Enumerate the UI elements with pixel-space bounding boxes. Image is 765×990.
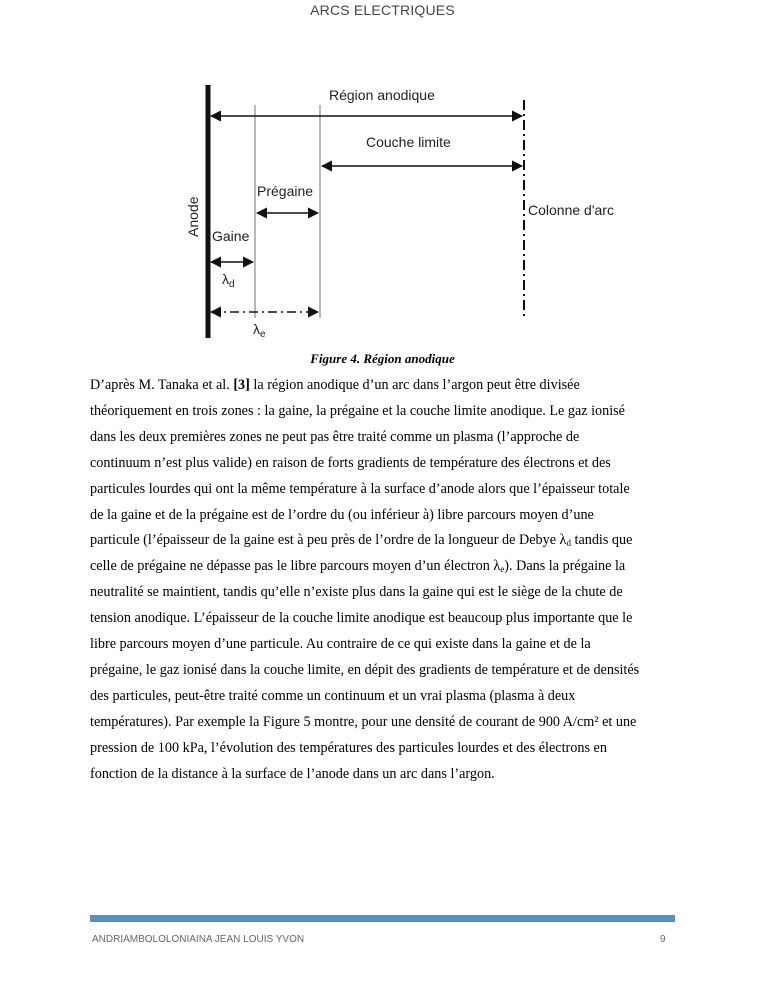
region-anodique-label: Région anodique: [329, 87, 435, 103]
colonne-arc-label: Colonne d'arc: [528, 202, 614, 218]
gaine-label: Gaine: [212, 228, 250, 244]
text-run: celle de prégaine ne dépasse pas le libre parcours moyen d’un électron λ: [90, 558, 501, 575]
text-run: D’après M. Tanaka et al.: [90, 377, 234, 393]
paragraph-line: neutralité se maintient, tandis qu’elle n’existe plus dans la gaine qui est le siège de la chute de: [90, 584, 623, 601]
reference-citation: [3]: [233, 377, 250, 393]
paragraph-line: [90, 373, 675, 399]
lambda-d-label: $\lambda_d$: [222, 271, 235, 290]
pregaine-label: Prégaine: [257, 183, 314, 199]
paragraph-line: de la gaine et de la prégaine est de l’ordre du (ou inférieur à) libre parcours moyen d’une: [90, 506, 594, 523]
couche-limite-label: Couche limite: [366, 134, 451, 150]
text-run: ). Dans la prégaine la: [504, 558, 626, 575]
text-run: la région anodique d’un arc dans l’argon peut être divisée: [249, 377, 580, 393]
anode-label: Anode: [185, 196, 201, 237]
paragraph-line: prégaine, le gaz ionisé dans la couche limite, en dépit des gradients de température et de densités: [90, 661, 640, 678]
page-number: 9: [660, 934, 666, 945]
paragraph-line: tension anodique. L’épaisseur de la couche limite anodique est beaucoup plus importante que le: [90, 610, 633, 627]
paragraph-line: particules lourdes qui ont la même température à la surface d’anode alors que l’épaisseur totale: [90, 480, 630, 497]
subscript: d: [566, 538, 571, 549]
body-paragraph: [90, 373, 675, 788]
paragraph-line: dans les deux premières zones ne peut pas être traité comme un plasma (l’approche de: [90, 428, 580, 445]
footer-author: ANDRIAMBOLOLONIAINA JEAN LOUIS YVON: [92, 934, 305, 945]
paragraph-line: [90, 528, 675, 554]
paragraph-line: théoriquement en trois zones : la gaine, la prégaine et la couche limite anodique. Le gaz ionisé: [90, 402, 625, 419]
paragraph-line: fonction de la distance à la surface de l’anode dans un arc dans l’argon.: [90, 765, 495, 782]
paragraph-line: températures). Par exemple la Figure 5 montre, pour une densité de courant de 900 A/cm² et une: [90, 713, 637, 730]
paragraph-line: pression de 100 kPa, l’évolution des températures des particules lourdes et des électrons en: [90, 739, 607, 756]
text-run: tandis que: [570, 532, 633, 549]
anodic-region-diagram: [170, 70, 650, 350]
subscript: e: [500, 564, 505, 575]
lambda-e-label: $\lambda_e$: [253, 321, 266, 340]
paragraph-line: libre parcours moyen d’une particule. Au contraire de ce qui existe dans la gaine et de la: [90, 636, 591, 653]
paragraph-line: [90, 554, 675, 580]
paragraph-line: des particules, peut-être traité comme un continuum et un vrai plasma (plasma à deux: [90, 687, 576, 704]
footer-rule: [90, 915, 675, 922]
paragraph-line: continuum n’est plus valide) en raison de forts gradients de température des électrons et des: [90, 454, 611, 471]
figure-caption: Figure 4. Région anodique: [310, 351, 455, 366]
text-run: particule (l’épaisseur de la gaine est à peu près de l’ordre de la longueur de Debye λ: [90, 532, 567, 549]
anodic-region-figure: [170, 70, 650, 350]
running-header: ARCS ELECTRIQUES: [310, 2, 455, 18]
